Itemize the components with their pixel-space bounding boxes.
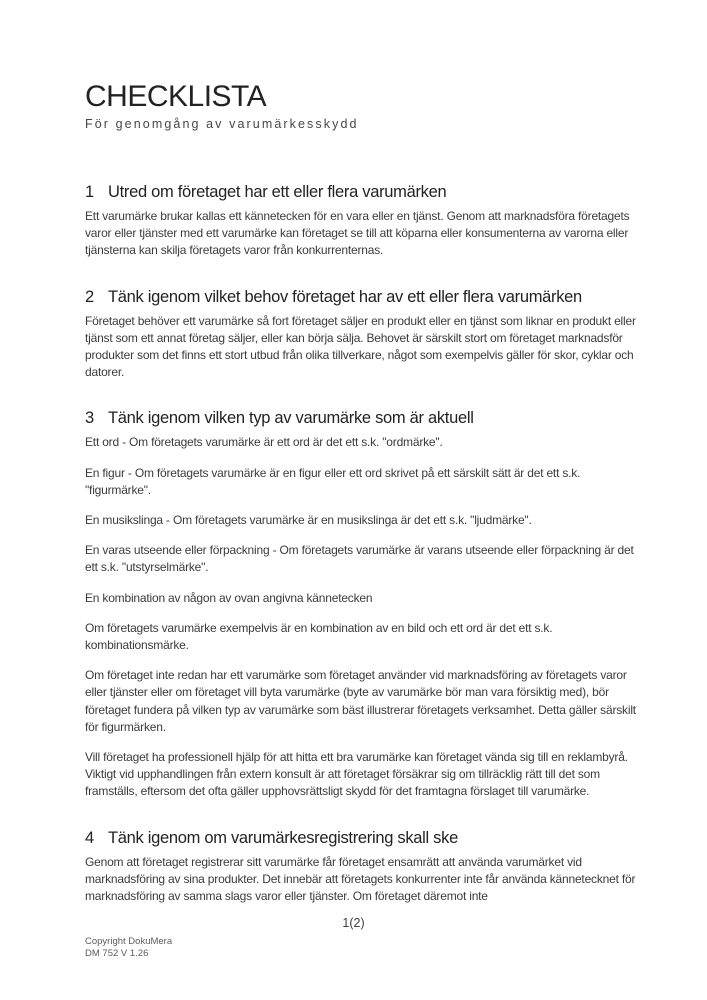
paragraph: En musikslinga - Om företagets varumärke är en musikslinga är det ett s.k. "ljudmärke". (85, 513, 532, 528)
paragraph: En varas utseende eller förpackning - Om företagets varumärke är varans utseende eller förpackning är det ett s.k. "utstyrselmärke". (85, 543, 634, 575)
section-number: 3 (85, 409, 94, 428)
section-title: Tänk igenom om varumärkesregistrering skall ske (108, 828, 458, 847)
paragraph: En kombination av någon av ovan angivna kännetecken (85, 590, 373, 605)
paragraph: Ett varumärke brukar kallas ett kännetecken för en vara eller en tjänst. Genom att marknadsföra företagets varor eller tjänster med ett varumärke kan företaget se till att köparna eller konsumenterna av varorna eller tjänsterna kan skilja företagets varor från konkurrenternas. (85, 209, 630, 258)
section-heading (85, 181, 641, 204)
section-heading (85, 827, 641, 850)
paragraph: Ett ord - Om företagets varumärke är ett ord är det ett s.k. "ordmärke". (85, 435, 443, 450)
paragraph: Om företagets varumärke exempelvis är en kombination av en bild och ett ord är det ett s.k. kombinationsmärke. (85, 620, 553, 653)
section-number: 4 (85, 828, 94, 847)
section-title: Tänk igenom vilken typ av varumärke som är aktuell (108, 409, 474, 428)
section-number: 2 (85, 287, 94, 306)
section-title: Utred om företaget har ett eller flera varumärken (108, 183, 447, 201)
paragraph: Om företaget inte redan har ett varumärke som företaget använder vid marknadsföring av företagets varor eller tjänster eller om företaget vill byta varumärke (byte av varumärke bör man vara försiktig med), bör företaget fundera på vilken typ av varumärke som bäst illustrerar företagets verksamhet. Detta gäller särskilt för figurmärken. (85, 668, 636, 734)
section-3 (85, 407, 641, 800)
document-header (85, 80, 645, 133)
section-2 (85, 286, 641, 382)
page-number: 1(2) (342, 916, 365, 930)
paragraph: En figur - Om företagets varumärke är en figur eller ett ord skrivet på ett särskilt sätt är det ett s.k. "figurmärke". (85, 465, 581, 497)
document-body (85, 181, 641, 905)
footer-copyright (85, 936, 172, 959)
paragraph: Vill företaget ha professionell hjälp för att hitta ett bra varumärke kan företaget vända sig till en reklambyrå. Viktigt vid upphandlingen från extern konsult är att företaget försäkrar sig om tillräcklig rätt till det som framställs, eftersom det ofta gäller upphovsrättsligt skydd för det framtagna förslaget till varumärke. (85, 750, 628, 799)
version-line: DM 752 V 1.26 (85, 947, 149, 959)
section-number: 1 (85, 183, 94, 201)
section-1 (85, 181, 641, 260)
copyright-line: Copyright DokuMera (85, 936, 173, 947)
paragraph: Genom att företaget registrerar sitt varumärke får företaget ensamrätt att använda varumärket vid marknadsföring av sina produkter. Det innebär att företagets konkurrenter inte får använda kännetecknet för marknadsföring av samma slags varor eller tjänster. Om företaget däremot inte (85, 854, 636, 904)
paragraph: Företaget behöver ett varumärke så fort företaget säljer en produkt eller en tjänst som liknar en produkt eller tjänst som ett annat företag säljer, eller kan börja sälja. Behovet är särskilt stort om företaget marknadsför produkter som det finns ett stort utbud från olika tillverkare, något som exempelvis gäller för skor, cyklar och datorer. (85, 313, 636, 380)
section-4 (85, 827, 641, 906)
section-title: Tänk igenom vilket behov företaget har av ett eller flera varumärken (108, 287, 582, 306)
section-heading (85, 407, 641, 430)
section-heading (85, 286, 641, 309)
page-subtitle: För genomgång av varumärkesskydd (85, 117, 359, 131)
page-title: CHECKLISTA (85, 80, 267, 113)
